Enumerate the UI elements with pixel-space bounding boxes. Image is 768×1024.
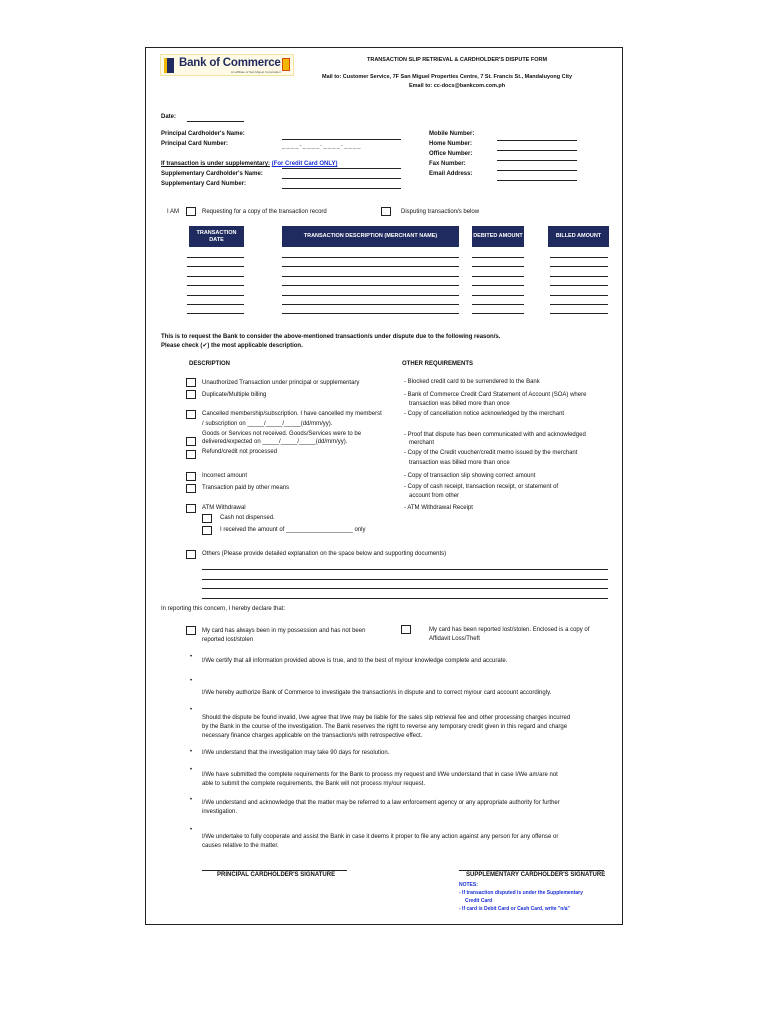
supp-note xyxy=(161,161,338,168)
req-slip: - Copy of transaction slip showing correct amount xyxy=(404,473,536,479)
note-supplementary: - If transaction disputed is under the Supplementary xyxy=(459,890,583,896)
bullet-dot: • xyxy=(190,707,193,713)
desc-unauthorized: Unauthorized Transaction under principal or supplementary xyxy=(202,380,360,386)
col-debited-amount: DEBITED AMOUNT xyxy=(472,226,524,247)
disputing-checkbox[interactable] xyxy=(381,207,391,216)
row-billed-field[interactable] xyxy=(550,266,608,267)
col-transaction-description: TRANSACTION DESCRIPTION (MERCHANT NAME) xyxy=(282,226,459,247)
row-billed-field[interactable] xyxy=(550,304,608,305)
row-billed-field[interactable] xyxy=(550,313,608,314)
row-date-field[interactable] xyxy=(187,266,244,267)
row-date-field[interactable] xyxy=(187,276,244,277)
row-date-field[interactable] xyxy=(187,304,244,305)
form-title: TRANSACTION SLIP RETRIEVAL & CARDHOLDER'S DISPUTE FORM xyxy=(367,57,548,63)
desc-received-amount: I received the amount of ____________________ only xyxy=(220,527,366,533)
others-checkbox[interactable] xyxy=(186,550,196,559)
row-billed-field[interactable] xyxy=(550,257,608,258)
row-desc-field[interactable] xyxy=(282,304,459,305)
unauthorized-checkbox[interactable] xyxy=(186,378,196,387)
declare-possession-2: reported lost/stolen xyxy=(202,637,254,643)
home-label: Home Number: xyxy=(429,141,473,147)
row-debited-field[interactable] xyxy=(472,295,524,296)
statement-law-2: investigation. xyxy=(202,809,238,815)
desc-duplicate: Duplicate/Multiple billing xyxy=(202,392,267,398)
mobile-label: Mobile Number: xyxy=(429,131,475,137)
statement-cooperate-2: causes relative to the matter. xyxy=(202,843,279,849)
email-to: Email to: cc-docs@bankcom.com.ph xyxy=(409,83,506,89)
notes-heading: NOTES: xyxy=(459,882,478,888)
supp-card-label: Supplementary Card Number: xyxy=(161,181,247,187)
row-desc-field[interactable] xyxy=(282,276,459,277)
statement-invalid: Should the dispute be found invalid, I/we agree that I/we may be liable for the sales slip retrieval fee and other processing charges incurred xyxy=(202,715,571,721)
supp-name-field[interactable] xyxy=(282,178,401,179)
supp-note-field[interactable] xyxy=(282,168,401,169)
others-line-4[interactable] xyxy=(202,598,608,599)
fax-label: Fax Number: xyxy=(429,161,466,167)
note-supplementary-2: Credit Card xyxy=(465,898,493,904)
not-received-checkbox[interactable] xyxy=(186,437,196,446)
desc-cancelled-date: / subscription on _____/_____/_____(dd/mm/yy). xyxy=(202,421,333,427)
disputing-label: Disputing transaction/s below xyxy=(401,209,480,215)
possession-checkbox[interactable] xyxy=(186,626,196,635)
refund-checkbox[interactable] xyxy=(186,450,196,459)
row-debited-field[interactable] xyxy=(472,304,524,305)
statement-law: I/We understand and acknowledge that the matter may be referred to a law enforcement agency or any appropriate authority for further xyxy=(202,800,560,806)
iam-label: I AM xyxy=(167,209,180,215)
fax-field[interactable] xyxy=(497,170,577,171)
desc-other-means: Transaction paid by other means xyxy=(202,485,290,491)
cash-not-dispensed-checkbox[interactable] xyxy=(202,514,212,523)
col-billed-amount: BILLED AMOUNT xyxy=(548,226,609,247)
desc-not-received-date: delivered/expected on _____/_____/_____(dd/mm/yy). xyxy=(202,439,348,445)
logo-flag-icon xyxy=(282,58,290,71)
col-transaction-date: TRANSACTION DATE xyxy=(189,226,244,247)
row-debited-field[interactable] xyxy=(472,266,524,267)
atm-checkbox[interactable] xyxy=(186,504,196,513)
req-soa: - Bank of Commerce Credit Card Statement of Account (SOA) where xyxy=(404,392,587,398)
req-voucher: - Copy of the Credit voucher/credit memo issued by the merchant xyxy=(404,450,578,456)
row-debited-field[interactable] xyxy=(472,285,524,286)
desc-incorrect-amount: Incorrect amount xyxy=(202,473,248,479)
lost-stolen-checkbox[interactable] xyxy=(401,625,411,634)
req-blocked: - Blocked credit card to be surrendered to the Bank xyxy=(404,379,540,385)
req-receipt-2: account from other xyxy=(409,493,460,499)
supp-signature-line[interactable] xyxy=(459,870,604,871)
req-soa-2: transaction was billed more than once xyxy=(409,401,510,407)
bank-name: Bank of Commerce xyxy=(179,57,281,69)
bullet-dot: • xyxy=(190,767,193,773)
office-label: Office Number: xyxy=(429,151,473,157)
supp-card-field[interactable] xyxy=(282,188,401,189)
declare-intro: In reporting this concern, I hereby declare that: xyxy=(161,606,286,612)
row-desc-field[interactable] xyxy=(282,313,459,314)
statement-requirements-2: able to submit the complete requirements, the Bank will not process my/our request. xyxy=(202,781,426,787)
row-desc-field[interactable] xyxy=(282,266,459,267)
statement-authorize: I/We hereby authorize Bank of Commerce to investigate the transaction/s in dispute and to correct my/our card account accordingly. xyxy=(202,690,552,696)
row-debited-field[interactable] xyxy=(472,257,524,258)
supp-note-link[interactable]: (For Credit Card ONLY) xyxy=(271,161,338,167)
supp-note-text: If transaction is under supplementary: xyxy=(161,161,271,167)
received-amount-checkbox[interactable] xyxy=(202,526,212,535)
row-date-field[interactable] xyxy=(187,313,244,314)
row-desc-field[interactable] xyxy=(282,285,459,286)
reason-intro: This is to request the Bank to consider the above-mentioned transaction/s under dispute due to the following reason/s. xyxy=(161,334,501,340)
declare-lost-stolen-2: Affidavit Loss/Theft xyxy=(429,636,480,642)
principal-signature-line[interactable] xyxy=(202,870,347,871)
req-voucher-2: transaction was billed more than once xyxy=(409,460,510,466)
req-atm-receipt: - ATM Withdrawal Receipt xyxy=(404,505,473,511)
req-proof: - Proof that dispute has been communicated with and acknowledged xyxy=(404,432,586,438)
desc-others: Others (Please provide detailed explanation on the space below and supporting documents) xyxy=(202,551,447,557)
description-heading: DESCRIPTION xyxy=(189,361,231,367)
principal-name-label: Principal Cardholder's Name: xyxy=(161,131,245,137)
row-date-field[interactable] xyxy=(187,285,244,286)
principal-card-field[interactable]: _ _ _ _ - _ _ _ _ - _ _ _ _ - _ _ _ _ xyxy=(282,143,361,149)
desc-not-received: Goods or Services not received. Goods/Services were to be xyxy=(202,431,362,437)
statement-certify: I/We certify that all information provided above is true, and to the best of my/our knowledge complete and accurate. xyxy=(202,658,508,664)
row-debited-field[interactable] xyxy=(472,313,524,314)
row-desc-field[interactable] xyxy=(282,257,459,258)
others-line-2[interactable] xyxy=(202,579,608,580)
requirements-heading: OTHER REQUIREMENTS xyxy=(402,361,474,367)
row-desc-field[interactable] xyxy=(282,295,459,296)
note-debit-card: - If card is Debit Card or Cash Card, write "n/a" xyxy=(459,906,570,912)
office-field[interactable] xyxy=(497,160,577,161)
email-field[interactable] xyxy=(497,180,577,181)
desc-refund: Refund/credit not processed xyxy=(202,449,278,455)
statement-90-days: I/We understand that the investigation may take 90 days for resolution. xyxy=(202,750,390,756)
email-label: Email Address: xyxy=(429,171,473,177)
bullet-dot: • xyxy=(190,654,193,660)
req-proof-2: merchant xyxy=(409,440,435,446)
incorrect-amount-checkbox[interactable] xyxy=(186,472,196,481)
others-line-1[interactable] xyxy=(202,569,608,570)
request-copy-checkbox[interactable] xyxy=(186,207,196,216)
supp-signature-label: SUPPLEMENTARY CARDHOLDER'S SIGNATURE xyxy=(466,872,606,878)
row-date-field[interactable] xyxy=(187,295,244,296)
declare-possession: My card has always been in my possession and has not been xyxy=(202,628,366,634)
row-billed-field[interactable] xyxy=(550,295,608,296)
row-billed-field[interactable] xyxy=(550,285,608,286)
bank-logo xyxy=(160,54,294,76)
bullet-dot: • xyxy=(190,749,193,755)
row-debited-field[interactable] xyxy=(472,276,524,277)
home-field[interactable] xyxy=(497,150,577,151)
row-date-field[interactable] xyxy=(187,257,244,258)
statement-invalid-2: by the Bank in the course of the investigation. The Bank reserves the right to reverse any temporary credit given in this regard and charge xyxy=(202,724,568,730)
other-means-checkbox[interactable] xyxy=(186,484,196,493)
others-line-3[interactable] xyxy=(202,588,608,589)
cancelled-checkbox[interactable] xyxy=(186,410,196,419)
principal-name-field[interactable] xyxy=(282,139,401,140)
mobile-field[interactable] xyxy=(497,140,577,141)
statement-invalid-3: necessary finance charges applicable on the transaction/s with retrospective effect. xyxy=(202,733,423,739)
reason-instruction: Please check (✔) the most applicable description. xyxy=(161,343,303,349)
request-copy-label: Requesting for a copy of the transaction record xyxy=(202,209,327,215)
date-field[interactable] xyxy=(187,121,244,122)
supp-name-label: Supplementary Cardholder's Name: xyxy=(161,171,263,177)
logo-emblem-icon xyxy=(164,58,174,73)
bullet-dot: • xyxy=(190,678,193,684)
principal-card-label: Principal Card Number: xyxy=(161,141,229,147)
statement-requirements: I/We have submitted the complete requirements for the Bank to process my request and I/We understand that in case I/We am/are not xyxy=(202,772,558,778)
statement-cooperate: I/We undertake to fully cooperate and assist the Bank in case it deems it proper to file any action against any person for any offense or xyxy=(202,834,559,840)
bullet-dot: • xyxy=(190,827,193,833)
bullet-dot: • xyxy=(190,797,193,803)
req-cancellation: - Copy of cancellation notice acknowledged by the merchant xyxy=(404,411,565,417)
mail-to: Mail to: Customer Service, 7F San Miguel Properties Centre, 7 St. Francis St., Mandaluyong City xyxy=(322,74,573,80)
declare-lost-stolen: My card has been reported lost/stolen. Enclosed is a copy of xyxy=(429,627,590,633)
desc-cash-not-dispensed: Cash not dispensed. xyxy=(220,515,275,521)
req-receipt: - Copy of cash receipt, transaction receipt, or statement of xyxy=(404,484,559,490)
desc-atm: ATM Withdrawal xyxy=(202,505,246,511)
bank-tagline: An affiliate of San Miguel Corporation xyxy=(231,70,281,74)
date-label: Date: xyxy=(161,114,177,120)
duplicate-checkbox[interactable] xyxy=(186,390,196,399)
principal-signature-label: PRINCIPAL CARDHOLDER'S SIGNATURE xyxy=(217,872,336,878)
desc-cancelled: Cancelled membership/subscription. I have cancelled my memberst xyxy=(202,411,382,417)
row-billed-field[interactable] xyxy=(550,276,608,277)
